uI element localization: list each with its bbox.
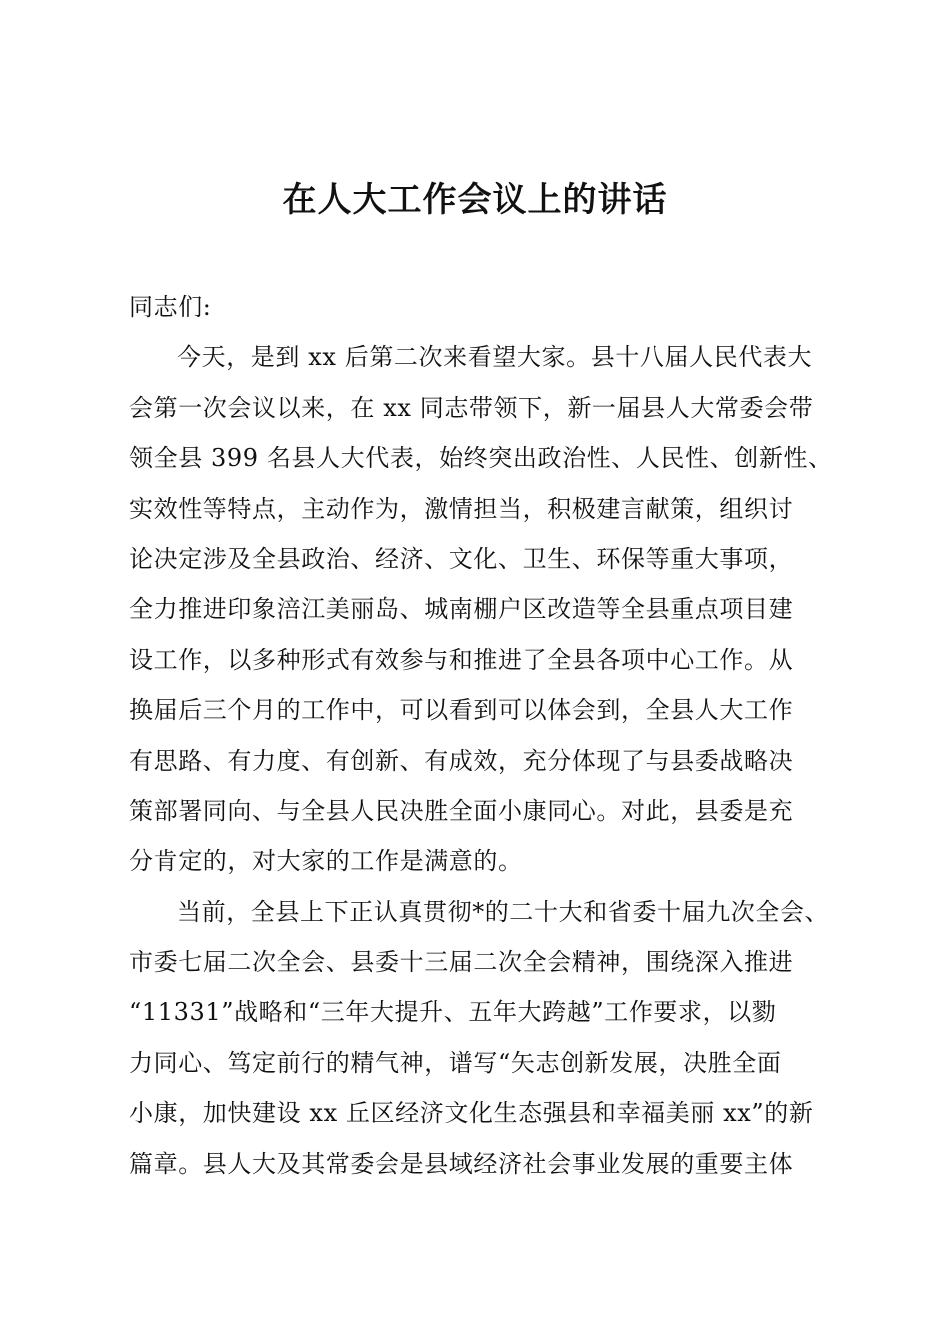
- paragraph-2-line: 小康，加快建设 xx 丘区经济文化生态强县和幸福美丽 xx”的新: [129, 1099, 814, 1128]
- document-title: 在人大工作会议上的讲话: [282, 180, 668, 220]
- paragraph-1-line: 换届后三个月的工作中，可以看到可以体会到，全县人大工作: [129, 696, 794, 725]
- salutation: 同志们:: [129, 293, 212, 321]
- paragraph-1-line: 设工作，以多种形式有效参与和推进了全县各项中心工作。从: [129, 645, 794, 674]
- paragraph-1-line: 实效性等特点，主动作为，激情担当，积极建言献策，组织讨: [129, 494, 794, 523]
- paragraph-1-line: 论决定涉及全县政治、经济、文化、卫生、环保等重大事项，: [129, 544, 794, 573]
- paragraph-2: [129, 887, 849, 1189]
- paragraph-2-line: “11331”战略和“三年大提升、五年大跨越”工作要求，以勠: [129, 998, 777, 1027]
- paragraph-1-line: 今天，是到 xx 后第二次来看望大家。县十八届人民代表大: [177, 343, 813, 372]
- paragraph-1-line: 全力推进印象涪江美丽岛、城南棚户区改造等全县重点项目建: [129, 595, 794, 624]
- paragraph-2-line: 市委七届二次全会、县委十三届二次全会精神，围绕深入推进: [129, 948, 794, 977]
- paragraph-1-line: 会第一次会议以来，在 xx 同志带领下，新一届县人大常委会带: [129, 393, 814, 422]
- paragraph-2-line: 力同心、笃定前行的精气神，谱写“矢志创新发展，决胜全面: [129, 1048, 782, 1077]
- paragraph-1-line: 策部署同向、与全县人民决胜全面小康同心。对此，县委是充: [129, 796, 794, 825]
- document-body: [129, 282, 849, 1189]
- paragraph-1-line: 分肯定的，对大家的工作是满意的。: [129, 847, 523, 876]
- paragraph-1-line: 领全县 399 名县人大代表，始终突出政治性、人民性、创新性、: [129, 444, 833, 473]
- paragraph-1: [129, 332, 849, 886]
- paragraph-2-line: 当前，全县上下正认真贯彻*的二十大和省委十届九次全会、: [177, 897, 830, 926]
- paragraph-2-line: 篇章。县人大及其常委会是县域经济社会事业发展的重要主体: [129, 1149, 794, 1178]
- paragraph-1-line: 有思路、有力度、有创新、有成效，充分体现了与县委战略决: [129, 746, 794, 775]
